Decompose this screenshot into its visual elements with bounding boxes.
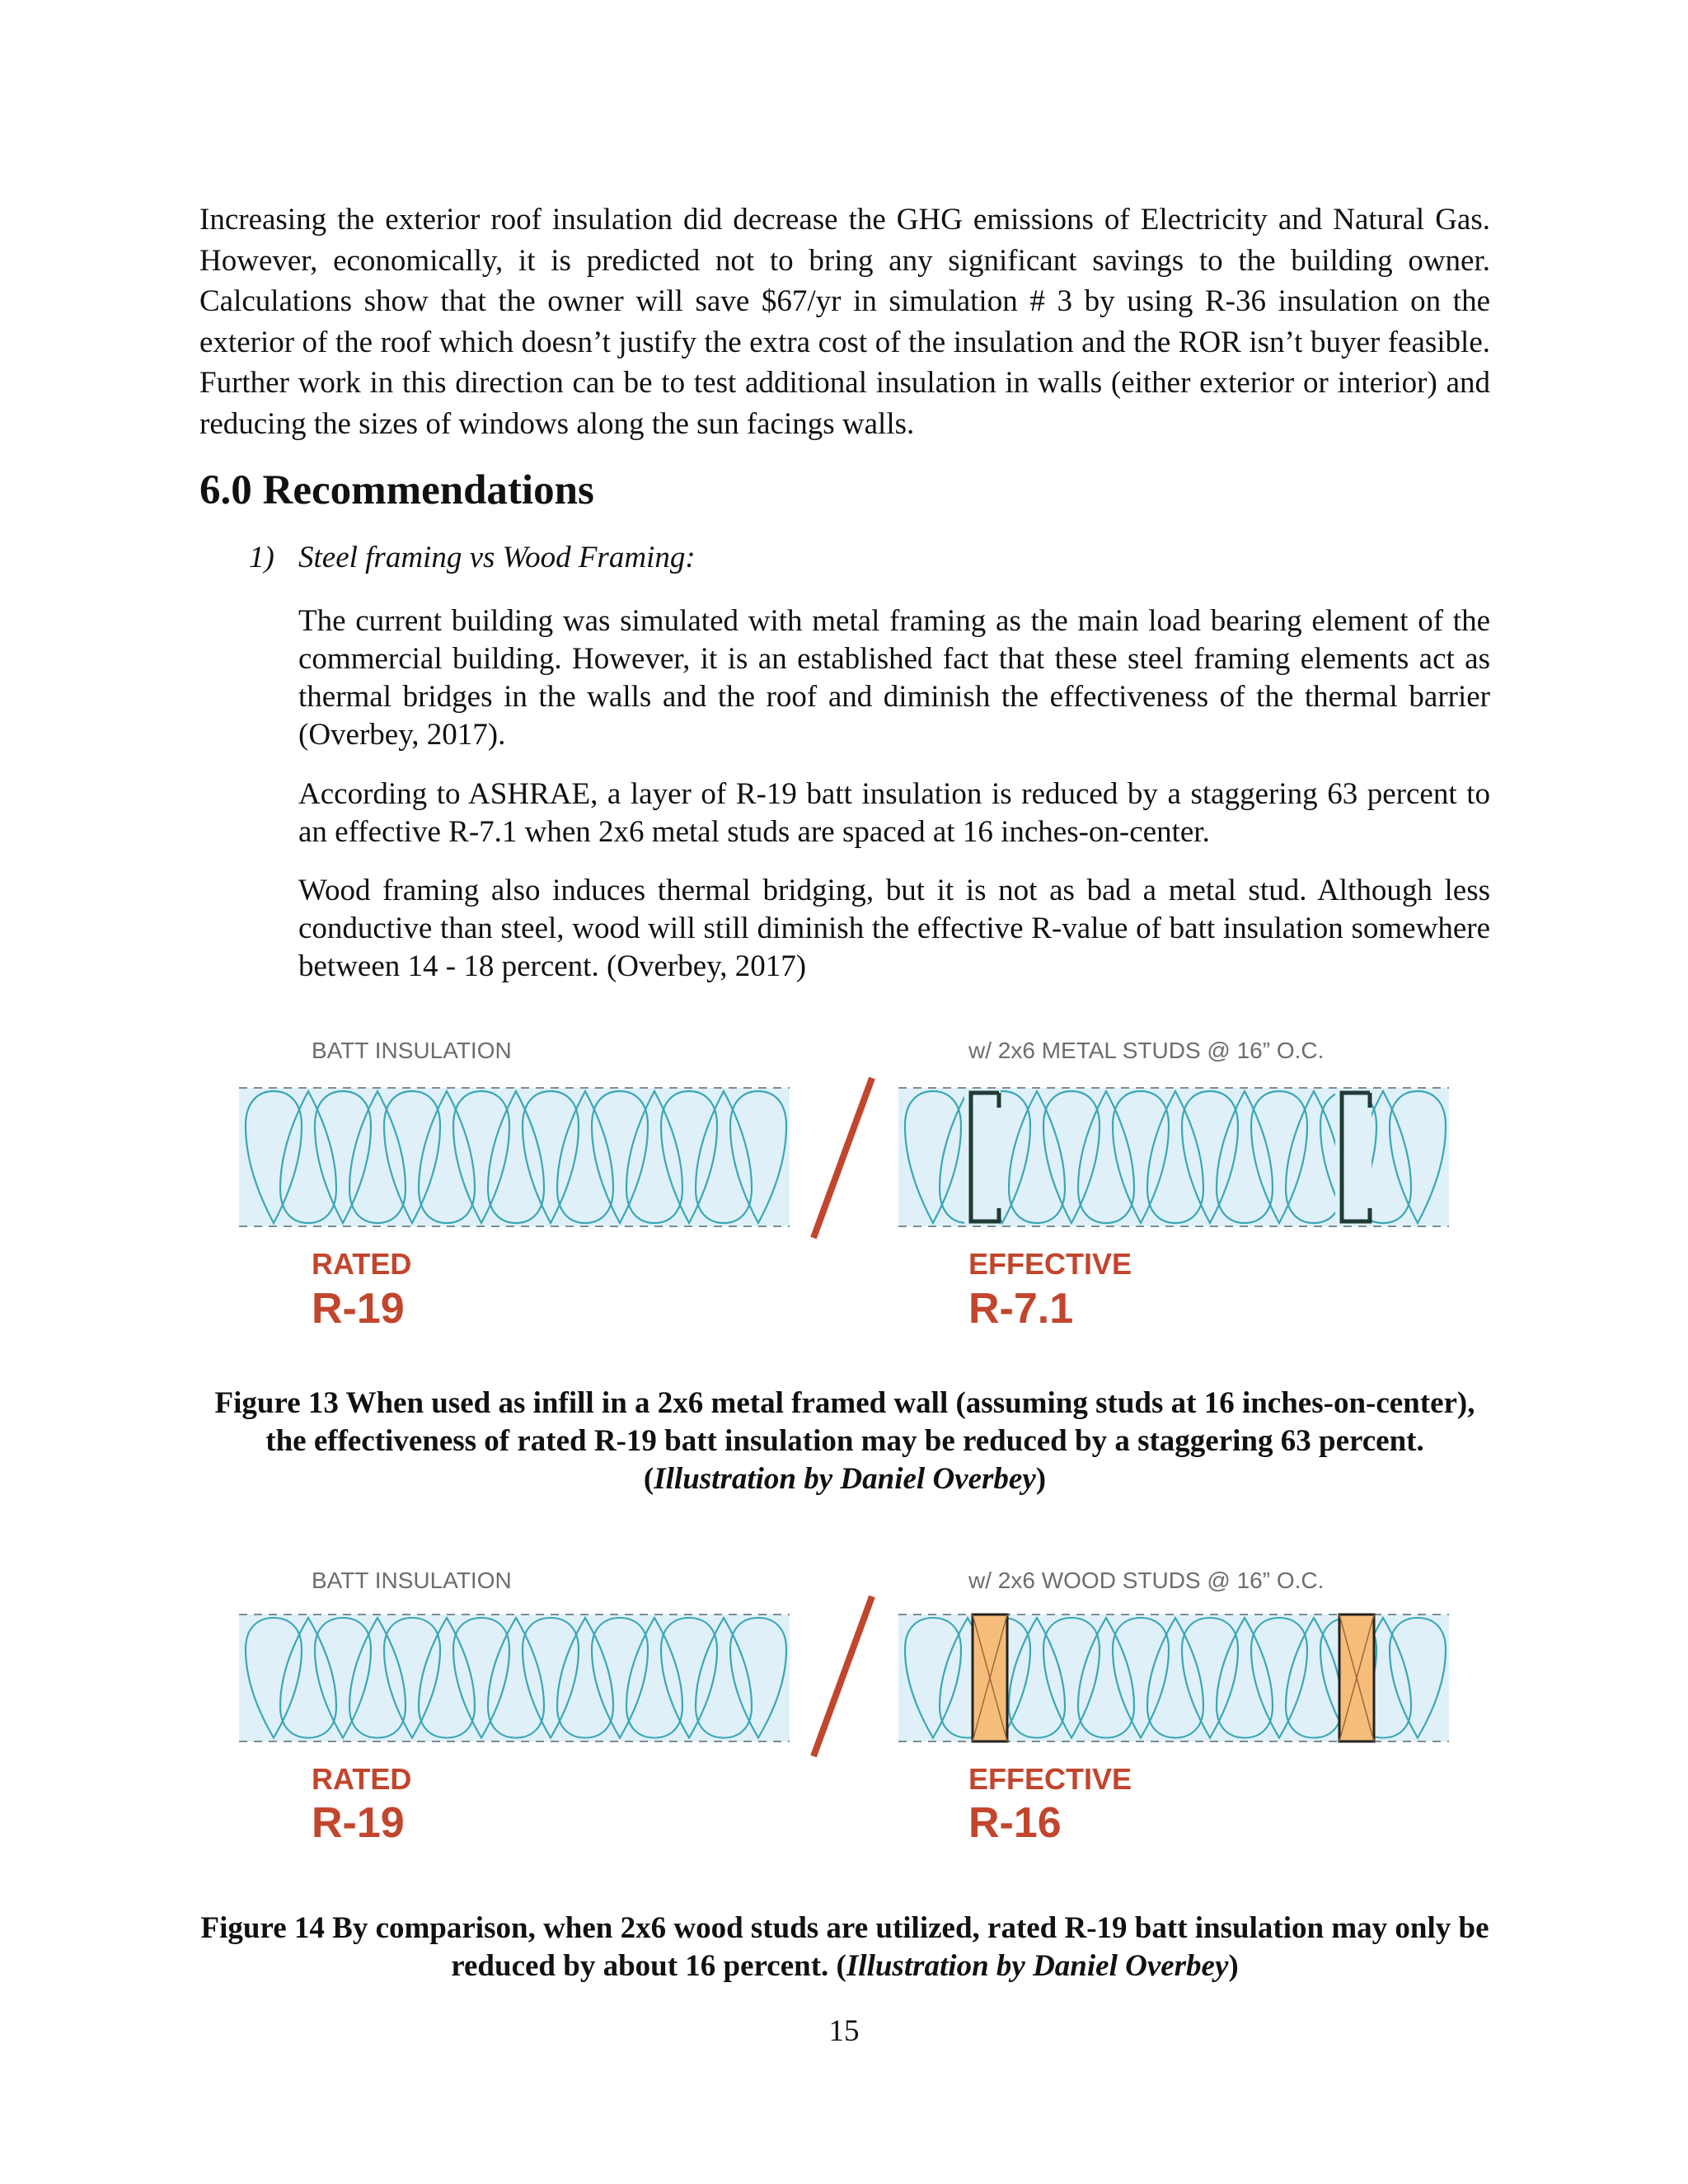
fig14-wood-stud-left [973, 1615, 1007, 1741]
fig14-effective-label: EFFECTIVE [968, 1762, 1132, 1796]
fig14-batt-rated [239, 1615, 790, 1741]
fig13-caption-main: Figure 13 When used as infill in a 2x6 metal framed wall (assuming studs at 16 inches-on-center), the effectiveness of rated R-19 batt insulation may be reduced by a staggering 63 percent. ( [214, 1386, 1475, 1496]
fig14-effective-value: R-16 [968, 1799, 1062, 1847]
figure-14-wood-studs [239, 1560, 1451, 1882]
section-heading: 6.0 Recommendations [199, 467, 594, 513]
figure-13-metal-studs [239, 1030, 1451, 1352]
intro-paragraph: Increasing the exterior roof insulation did decrease the GHG emissions of Electricity and Natural Gas. However, economically, it is predicted not to bring any significant savings to the building owner. Calculations show that the owner will save $67/yr in simulation # 3 by using R-36 insulation on the exterior of the roof which doesn’t justify the extra cost of the insulation and the ROR isn’t buyer feasible. Further work in this direction can be to test additional insulation in walls (either exterior or interior) and reducing the sizes of windows along the sun facings walls. [199, 203, 1490, 441]
fig13-right-title: w/ 2x6 METAL STUDS @ 16” O.C. [968, 1038, 1325, 1063]
fig14-rated-label: RATED [312, 1762, 412, 1796]
list-item-number: 1) [249, 541, 274, 574]
fig14-caption-main: Figure 14 By comparison, when 2x6 wood studs are utilized, rated R-19 batt insulation may only be reduced by about 16 percent. ( [200, 1911, 1489, 1983]
page-number: 15 [828, 2014, 860, 2048]
fig14-caption-credit: Illustration by Daniel Overbey [846, 1949, 1229, 1983]
fig13-effective-label: EFFECTIVE [968, 1247, 1132, 1281]
fig14-right-title: w/ 2x6 WOOD STUDS @ 16” O.C. [968, 1568, 1325, 1593]
list-item-steel-vs-wood [249, 537, 696, 579]
paragraph-wood-framing: Wood framing also induces thermal bridging, but it is not as bad a metal stud. Although less conductive than steel, wood will still diminish the effective R-value of batt insulation somewhere between 14 - 18 percent. (Overbey, 2017) [298, 874, 1490, 983]
fig14-rated-value: R-19 [312, 1799, 405, 1847]
fig13-batt-rated [239, 1088, 790, 1226]
figure-13-caption [199, 1385, 1490, 1498]
fig14-wood-stud-right [1339, 1615, 1374, 1741]
fig13-effective-value: R-7.1 [968, 1285, 1074, 1333]
fig13-metal-stud-left [964, 1090, 1001, 1225]
fig13-divider-slash [814, 1078, 872, 1238]
fig13-batt-with-metal-studs [898, 1088, 1449, 1226]
fig14-divider-slash [814, 1596, 872, 1756]
fig13-rated-value: R-19 [312, 1285, 405, 1333]
paragraph-ashrae: According to ASHRAE, a layer of R-19 batt insulation is reduced by a staggering 63 percent to an effective R-7.1 when 2x6 metal studs are spaced at 16 inches-on-center. [298, 777, 1490, 849]
figure-14-caption [199, 1910, 1490, 1985]
fig13-rated-label: RATED [312, 1247, 412, 1281]
fig14-batt-with-wood-studs [898, 1615, 1449, 1741]
fig13-caption-end: ) [1035, 1462, 1047, 1496]
fig13-left-title: BATT INSULATION [312, 1038, 512, 1063]
list-item-title: Steel framing vs Wood Framing: [298, 541, 696, 574]
paragraph-steel-framing: The current building was simulated with metal framing as the main load bearing element of the commercial building. However, it is an established fact that these steel framing elements act as thermal bridges in the walls and the roof and diminish the effectiveness of the thermal barrier (Overbey, 2017). [298, 604, 1490, 752]
fig14-caption-end: ) [1228, 1949, 1239, 1983]
fig14-left-title: BATT INSULATION [312, 1568, 512, 1593]
fig13-metal-stud-right [1335, 1090, 1372, 1225]
fig13-caption-credit: Illustration by Daniel Overbey [654, 1462, 1036, 1496]
